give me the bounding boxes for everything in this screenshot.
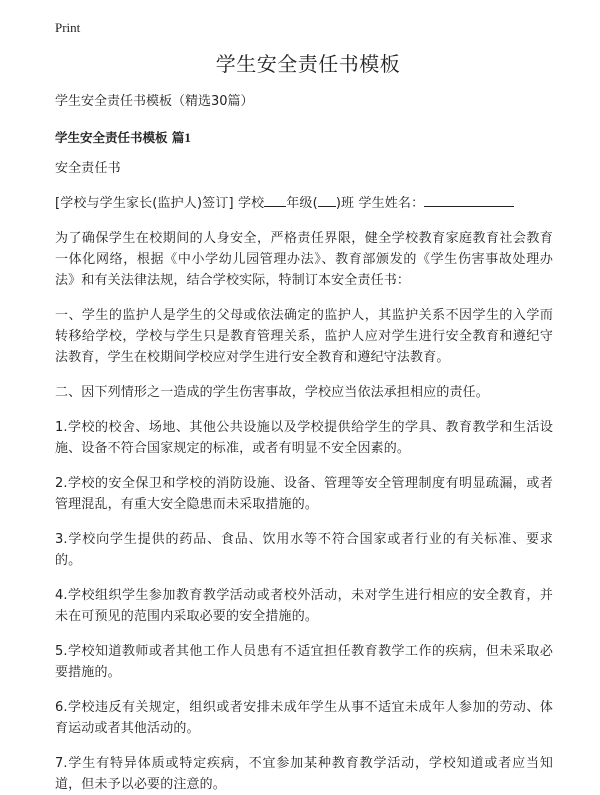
paragraph-item-5: 5.学校知道教师或者其他工作人员患有不适宜担任教育教学工作的疾病，但未采取必要措施的。 [55,644,553,680]
page-title: 学生安全责任书模板 [215,52,401,76]
section-heading [55,128,553,148]
paragraph-item-3: 3.学校向学生提供的药品、食品、饮用水等不符合国家或者行业的有关标准、要求的。 [55,532,553,568]
grade-blank [318,194,336,207]
document-label: 安全责任书 [55,161,121,176]
student-name-blank [424,194,514,207]
sign-line-class: )班 学生姓名： [335,196,425,211]
paragraph-clause-1: 一、学生的监护人是学生的父母或依法确定的监护人，其监护关系不因学生的入学而转移给学校，学校与学生只是教育管理关系，监护人应对学生进行安全教育和遵纪守法教育，学生在校期间学校应对学生进行安全教育和遵纪守法教育。 [55,308,553,365]
section-heading-text: 学生安全责任书模板 篇 [55,130,185,145]
paragraph-item-4: 4.学校组织学生参加教育教学活动或者校外活动，未对学生进行相应的安全教育，并未在可预见的范围内采取必要的安全措施的。 [55,588,553,624]
paragraph-item-2: 2.学校的安全保卫和学校的消防设施、设备、管理等安全管理制度有明显疏漏，或者管理混乱，有重大安全隐患而未采取措施的。 [55,476,553,512]
document-subtitle: 学生安全责任书模板（精选30篇） [55,94,254,109]
paragraph-item-7: 7.学生有特异体质或特定疾病，不宜参加某种教育教学活动，学校知道或者应当知道，但未予以必要的注意的。 [55,756,553,792]
sign-line-grade: 年级( [286,196,318,211]
section-heading-number: 1 [184,130,191,145]
sign-line [55,193,553,214]
document-body [55,48,553,795]
sign-line-prefix: [学校与学生家长(监护人)签订] 学校 [55,196,265,211]
print-link[interactable]: Print [55,20,81,35]
paragraph-item-1: 1.学校的校舍、场地、其他公共设施以及学校提供给学生的学具、教育教学和生活设施、设备不符合国家规定的标准，或者有明显不安全因素的。 [55,420,553,456]
paragraph-clause-2: 二、因下列情形之一造成的学生伤害事故，学校应当依法承担相应的责任。 [55,385,489,400]
paragraph-intro: 为了确保学生在校期间的人身安全，严格责任界限，健全学校教育家庭教育社会教育一体化网络，根据《中小学幼儿园管理办法》、教育部颁发的《学生伤害事故处理办法》和有关法律法规，结合学校实际，特制订本安全责任书： [55,231,553,288]
paragraph-item-6: 6.学校违反有关规定，组织或者安排未成年学生从事不适宜未成年人参加的劳动、体育运动或者其他活动的。 [55,700,553,736]
school-blank [264,194,286,207]
